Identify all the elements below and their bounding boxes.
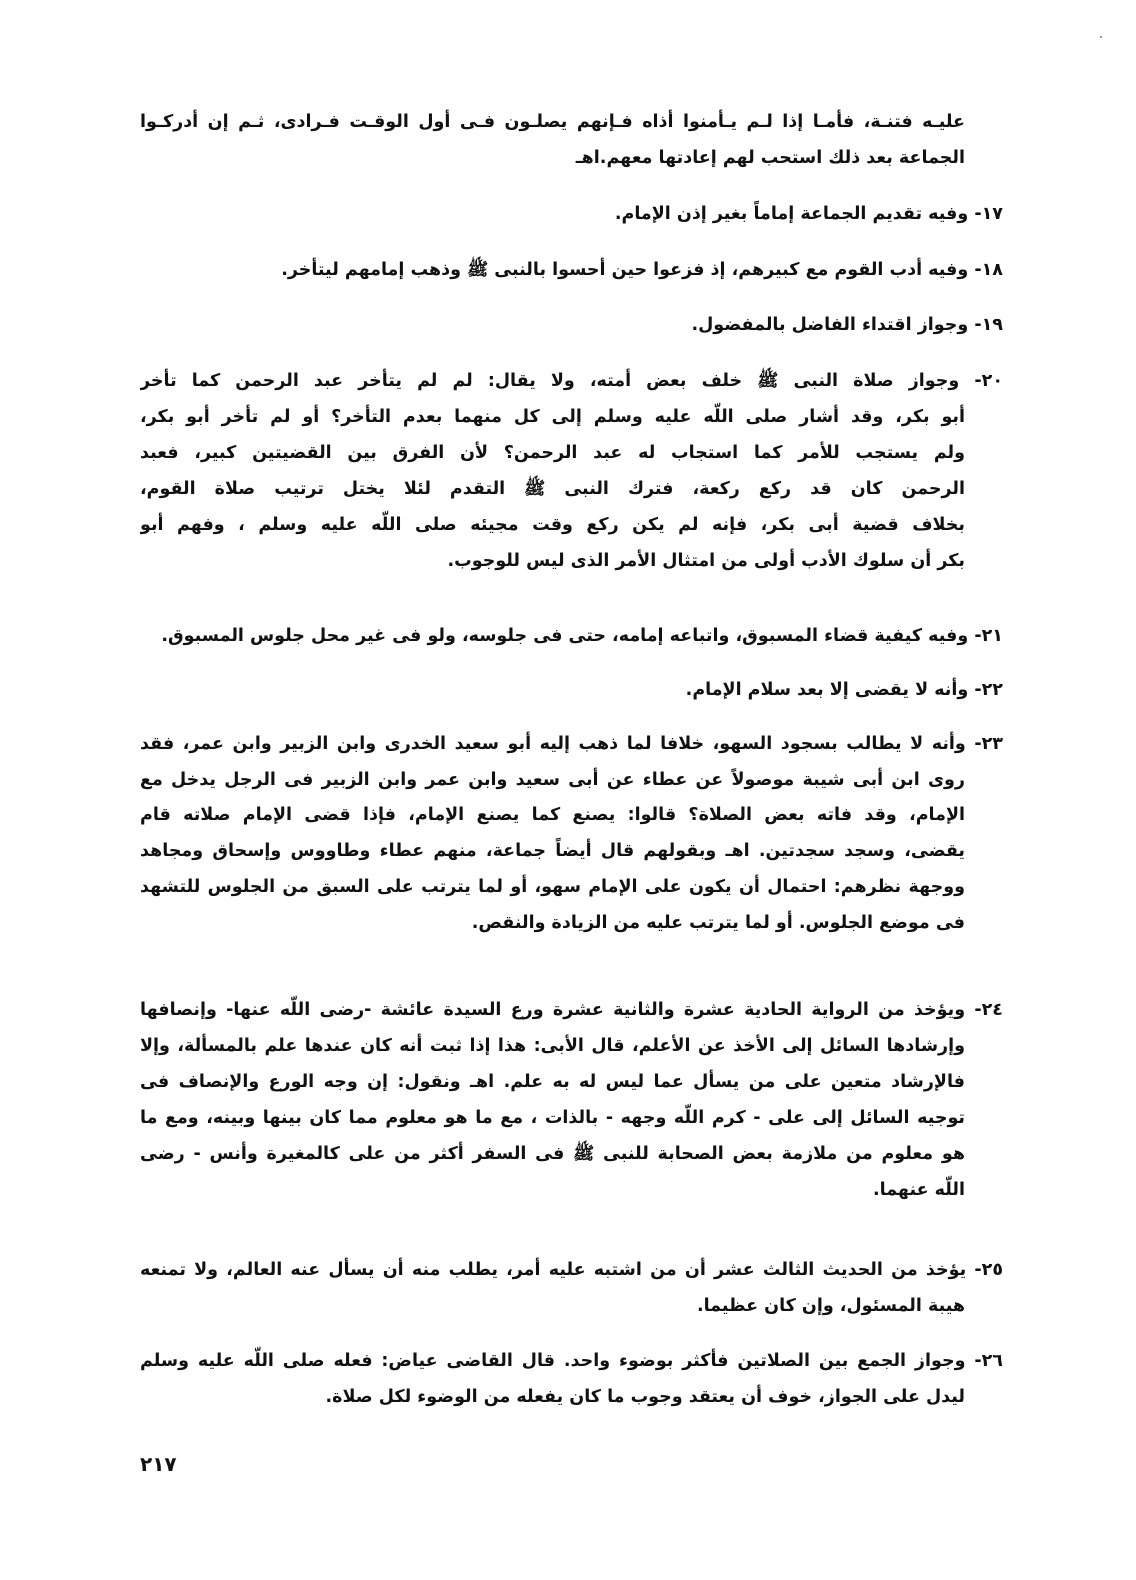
paragraph-2-line (140, 255, 1003, 285)
line-text: عليـه فتنـة، فأمـا إذا لـم يـأمنوا أذاه فـإنهم يصلـون فـى أول الوقـت فـرادى، ثـم إن أدركـوا (140, 112, 965, 132)
paragraph-9-line (140, 1255, 1003, 1285)
paragraph-line (140, 765, 965, 795)
line-text: ووجهة نظرهم: احتمال أن يكون على الإمام سهو، أو لما يترتب على السبق من الجلوس للتشهد (140, 877, 965, 897)
paragraph-line (140, 908, 965, 938)
item-number: ١٩- (968, 315, 1003, 335)
line-text: وجواز اقتداء الفاضل بالمفضول. (691, 315, 969, 335)
line-text: وأنه لا يطالب بسجود السهو، خلافا لما ذهب إليه أبو سعيد الخدرى وابن الزبير وابن عمر، فقد (140, 734, 966, 754)
paragraph-6-line (140, 675, 1003, 705)
line-text: هيبة المسئول، وإن كان عظيما. (696, 1296, 965, 1316)
line-text: وفيه تقديم الجماعة إماماً بغير إذن الإمام. (614, 204, 969, 224)
paragraph-line (140, 1031, 965, 1061)
line-text: بخلاف قضية أبى بكر، فإنه لم يكن ركع وقت مجيئه صلى اللّه عليه وسلم ، وفهم أبو (140, 515, 965, 535)
paragraph-line (140, 1382, 965, 1412)
item-number: ١٨- (968, 260, 1003, 280)
line-text: الجماعة بعد ذلك استحب لهم إعادتها معهم.اهـ (575, 148, 965, 168)
item-number: ٢٤- (965, 1000, 1003, 1020)
line-text: اللّه عنهما. (872, 1180, 965, 1200)
paragraph-line (140, 438, 965, 468)
paragraph-line (140, 143, 965, 173)
line-text: أبو بكر، وقد أشار صلى اللّه عليه وسلم إلى كل منهما بعدم التأخر؟ أو لم تأخر أبو بكر، (140, 407, 965, 427)
item-number: ٢٢- (968, 680, 1003, 700)
paragraph-line (140, 474, 965, 504)
item-number: ٢٦- (965, 1351, 1003, 1371)
item-number: ٢٥- (966, 1260, 1003, 1280)
scan-speck (1100, 36, 1102, 38)
paragraph-0-line (140, 107, 965, 137)
paragraph-3-line (140, 310, 1003, 340)
line-text: روى ابن أبى شيبة موصولاً عن عطاء عن أبى سعيد وابن عمر وابن الزبير فى الرجل يدخل مع (140, 770, 965, 790)
paragraph-line (140, 546, 965, 576)
item-number: ٢١- (968, 626, 1003, 646)
paragraph-4-line (140, 366, 1003, 396)
paragraph-line (140, 1103, 965, 1133)
paragraph-8-line (140, 995, 1003, 1025)
line-text: وأنه لا يقضى إلا بعد سلام الإمام. (685, 680, 969, 700)
line-text: يؤخذ من الحديث الثالث عشر أن من اشتبه عليه أمر، يطلب منه أن يسأل عنه العالم، ولا تمنعه (140, 1260, 967, 1280)
line-text: وجواز صلاة النبى ﷺ خلف بعض أمته، ولا يقال: لم لم يتأخر عبد الرحمن كما تأخر (140, 371, 960, 391)
line-text: فالإرشاد متعين على من يسأل عما ليس له به علم. اهـ ونقول: إن وجه الورع والإنصاف فى (140, 1072, 965, 1092)
line-text: ولم يستجب للأمر كما استجاب له عبد الرحمن؟ لأن الفرق بين القضيتين كبير، فعبد (140, 443, 965, 463)
paragraph-line (140, 1139, 965, 1169)
line-text: توجيه السائل إلى على - كرم اللّه وجهه - بالذات ، مع ما هو معلوم مما كان بينها وبينه، ومع ما (140, 1108, 965, 1128)
line-text: ليدل على الجواز، خوف أن يعتقد وجوب ما كان يفعله من الوضوء لكل صلاة. (325, 1387, 965, 1407)
line-text: فى موضع الجلوس. أو لما يترتب عليه من الزيادة والنقص. (471, 913, 965, 933)
line-text: ويؤخذ من الرواية الحادية عشرة والثانية عشرة ورع السيدة عائشة -رضى اللّه عنها- وإنصافها (140, 1000, 966, 1020)
line-text: الرحمن كان قد ركع ركعة، فترك النبى ﷺ التقدم لئلا يختل ترتيب صلاة القوم، (140, 479, 965, 499)
paragraph-line (140, 1067, 965, 1097)
line-text: وفيه كيفية قضاء المسبوق، واتباعه إمامه، حتى فى جلوسه، ولو فى غير محل جلوس المسبوق. (161, 626, 969, 646)
item-number: ٢٣- (965, 734, 1003, 754)
paragraph-line (140, 872, 965, 902)
paragraph-line (140, 1175, 965, 1205)
item-number: ١٧- (968, 204, 1003, 224)
item-number: ٢٠- (959, 371, 1003, 391)
paragraph-7-line (140, 729, 1003, 759)
line-text: وإرشادها السائل إلى الأخذ عن الأعلم، قال الأبى: هذا إذا ثبت أنه كان عندها علم بالمسألة، وإلا (140, 1036, 965, 1056)
paragraph-line (140, 510, 965, 540)
paragraph-line (140, 836, 965, 866)
paragraph-10-line (140, 1346, 1003, 1376)
line-text: هو معلوم من ملازمة بعض الصحابة للنبى ﷺ فى السفر أكثر من على كالمغيرة وأنس - رضى (140, 1144, 965, 1164)
paragraph-line (140, 402, 965, 432)
paragraph-line (140, 800, 965, 830)
paragraph-5-line (140, 621, 1003, 651)
line-text: يقضى، وسجد سجدتين. اهـ وبقولهم قال أيضاً جماعة، منهم عطاء وطاووس وإسحاق ومجاهد (140, 841, 965, 861)
paragraph-1-line (140, 199, 1003, 229)
line-text: وجواز الجمع بين الصلاتين فأكثر بوضوء واحد. قال القاضى عياض: فعله صلى اللّه عليه وسلم (140, 1351, 966, 1371)
line-text: وفيه أدب القوم مع كبيرهم، إذ فزعوا حين أحسوا بالنبى ﷺ وذهب إمامهم ليتأخر. (281, 260, 969, 280)
line-text: بكر أن سلوك الأدب أولى من امتثال الأمر الذى ليس للوجوب. (447, 551, 965, 571)
page-number: ٢١٧ (140, 1452, 177, 1476)
line-text: الإمام، وقد فاته بعض الصلاة؟ قالوا: يصنع كما يصنع الإمام، فإذا قضى الإمام صلاته قام (140, 805, 965, 825)
paragraph-line (140, 1291, 965, 1321)
